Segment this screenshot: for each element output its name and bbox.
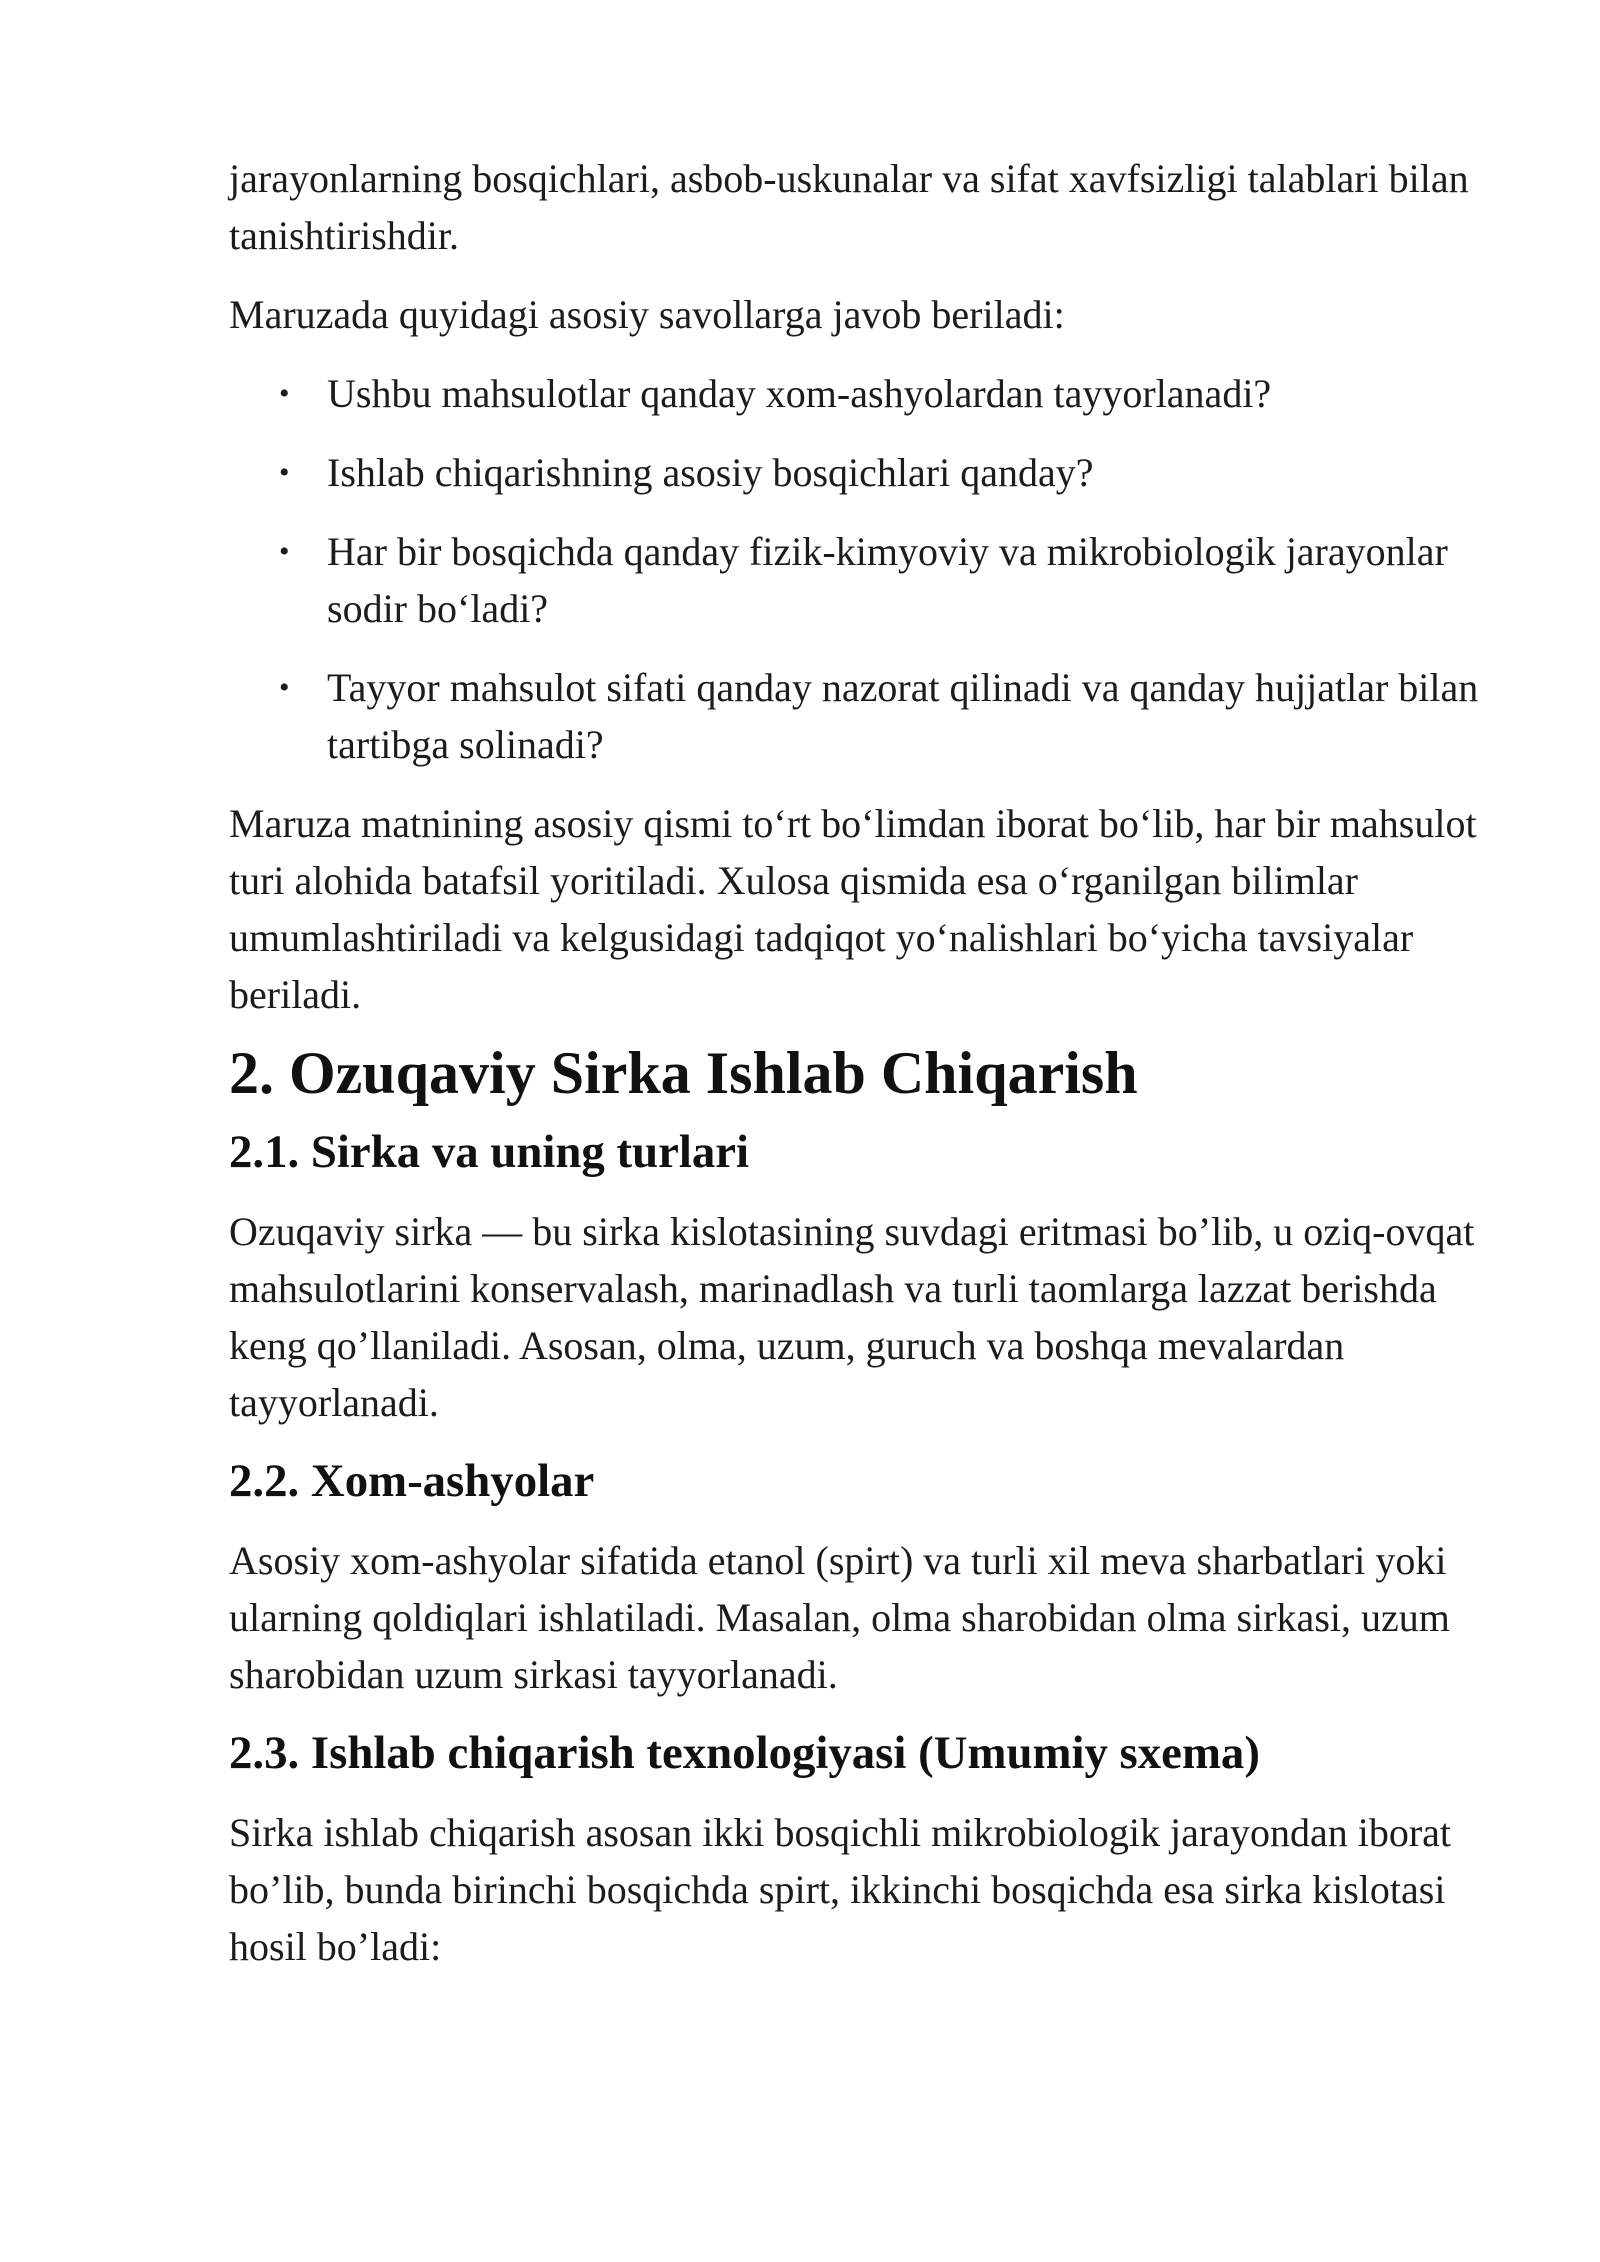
bullet-icon: • — [279, 671, 290, 704]
list-item — [229, 444, 1499, 501]
intro-continuation-paragraph: jarayonlarning bosqichlari, asbob-uskunalar va sifat xavfsizligi talablari bilan tanishtirishdir. — [229, 156, 1469, 258]
list-item — [229, 523, 1499, 637]
list-item-text: Tayyor mahsulot sifati qanday nazorat qilinadi va qanday hujjatlar bilan tartibga solinadi? — [327, 665, 1479, 767]
list-item-text: Ishlab chiqarishning asosiy bosqichlari qanday? — [327, 450, 1094, 495]
section-2-heading: 2. Ozuqaviy Sirka Ishlab Chiqarish — [229, 1040, 1138, 1106]
list-item — [229, 659, 1499, 773]
section-2-2-heading: 2.2. Xom-ashyolar — [229, 1455, 595, 1507]
bullet-icon: • — [279, 456, 290, 489]
section-2-2-paragraph: Asosiy xom-ashyolar sifatida etanol (spirt) va turli xil meva sharbatlari yoki ularning qoldiqlari ishlatiladi. Masalan, olma sharobidan olma sirkasi, uzum sharobidan uzum sirkasi tayyorlanadi. — [229, 1538, 1450, 1697]
list-item — [229, 365, 1499, 422]
section-2-3-heading: 2.3. Ishlab chiqarish texnologiyasi (Umumiy sxema) — [229, 1727, 1260, 1779]
list-item-text: Ushbu mahsulotlar qanday xom-ashyolardan tayyorlanadi? — [327, 371, 1272, 416]
questions-list — [229, 365, 1499, 773]
bullet-icon: • — [279, 377, 290, 410]
questions-intro-paragraph: Maruzada quyidagi asosiy savollarga javob beriladi: — [229, 292, 1065, 337]
section-2-1-paragraph: Ozuqaviy sirka — bu sirka kislotasining suvdagi eritmasi bo’lib, u oziq-ovqat mahsulotlarini konservalash, marinadlash va turli taomlarga lazzat berishda keng qo’llaniladi. Asosan, olma, uzum, guruch va boshqa mevalardan tayyorlanadi. — [229, 1209, 1475, 1425]
list-item-text: Har bir bosqichda qanday fizik-kimyoviy va mikrobiologik jarayonlar sodir bo‘ladi? — [327, 529, 1448, 631]
document-page — [229, 150, 1499, 1997]
section-2-1-heading: 2.1. Sirka va uning turlari — [229, 1126, 750, 1178]
structure-paragraph: Maruza matnining asosiy qismi to‘rt bo‘limdan iborat bo‘lib, har bir mahsulot turi alohida batafsil yoritiladi. Xulosa qismida esa o‘rganilgan bilimlar umumlashtiriladi va kelgusidagi tadqiqot yo‘nalishlari bo‘yicha tavsiyalar beriladi. — [229, 801, 1477, 1017]
section-2-3-paragraph: Sirka ishlab chiqarish asosan ikki bosqichli mikrobiologik jarayondan iborat bo’lib, bunda birinchi bosqichda spirt, ikkinchi bosqichda esa sirka kislotasi hosil bo’ladi: — [229, 1810, 1452, 1969]
bullet-icon: • — [279, 535, 290, 568]
